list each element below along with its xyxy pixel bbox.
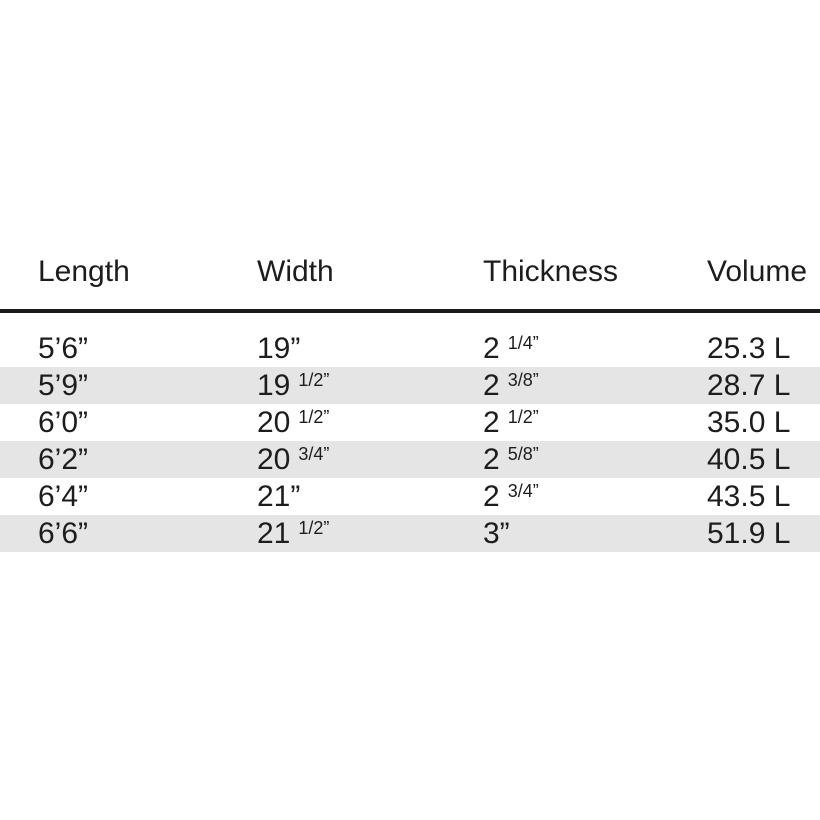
length-cell: 6’6” <box>38 517 89 550</box>
width-fraction: 3/4” <box>298 444 330 464</box>
width-value: 21” <box>257 480 301 513</box>
thickness-cell <box>483 330 707 367</box>
thickness-cell <box>483 404 707 441</box>
width-cell <box>257 367 483 404</box>
volume-cell: 28.7 L <box>707 369 791 402</box>
table-header-row <box>0 254 820 290</box>
thickness-value: 2 <box>483 406 500 439</box>
width-cell <box>257 404 483 441</box>
width-value: 20 <box>257 406 291 439</box>
thickness-cell <box>483 515 707 552</box>
volume-cell: 51.9 L <box>707 517 791 550</box>
table-row <box>0 478 820 515</box>
width-value: 19 <box>257 369 291 402</box>
table-row <box>0 404 820 441</box>
thickness-fraction: 5/8” <box>507 444 539 464</box>
width-cell <box>257 330 483 367</box>
length-cell: 5’6” <box>38 332 89 365</box>
thickness-value: 2 <box>483 369 500 402</box>
thickness-value: 2 <box>483 332 500 365</box>
table-row <box>0 515 820 552</box>
length-cell: 5’9” <box>38 369 89 402</box>
width-fraction: 1/2” <box>298 518 330 538</box>
thickness-fraction: 1/2” <box>507 407 539 427</box>
column-header-volume: Volume <box>707 255 808 288</box>
width-value: 19” <box>257 332 301 365</box>
thickness-fraction: 3/8” <box>507 370 539 390</box>
column-header-width: Width <box>257 255 334 288</box>
width-cell <box>257 441 483 478</box>
length-cell: 6’0” <box>38 406 89 439</box>
table-row <box>0 441 820 478</box>
thickness-fraction: 1/4” <box>507 333 539 353</box>
width-fraction: 1/2” <box>298 407 330 427</box>
volume-cell: 35.0 L <box>707 406 791 439</box>
thickness-cell <box>483 367 707 404</box>
width-value: 21 <box>257 517 291 550</box>
volume-cell: 25.3 L <box>707 332 791 365</box>
thickness-cell <box>483 478 707 515</box>
volume-cell: 43.5 L <box>707 480 791 513</box>
thickness-value: 3” <box>483 517 510 550</box>
table-row <box>0 330 820 367</box>
table-body <box>0 330 820 552</box>
width-cell <box>257 478 483 515</box>
thickness-fraction: 3/4” <box>507 481 539 501</box>
column-header-thickness: Thickness <box>483 255 619 288</box>
width-cell <box>257 515 483 552</box>
width-value: 20 <box>257 443 291 476</box>
volume-cell: 40.5 L <box>707 443 791 476</box>
thickness-value: 2 <box>483 443 500 476</box>
thickness-value: 2 <box>483 480 500 513</box>
length-cell: 6’2” <box>38 443 89 476</box>
header-divider <box>0 309 820 313</box>
column-header-length: Length <box>38 255 130 288</box>
table-row <box>0 367 820 404</box>
width-fraction: 1/2” <box>298 370 330 390</box>
thickness-cell <box>483 441 707 478</box>
length-cell: 6’4” <box>38 480 89 513</box>
